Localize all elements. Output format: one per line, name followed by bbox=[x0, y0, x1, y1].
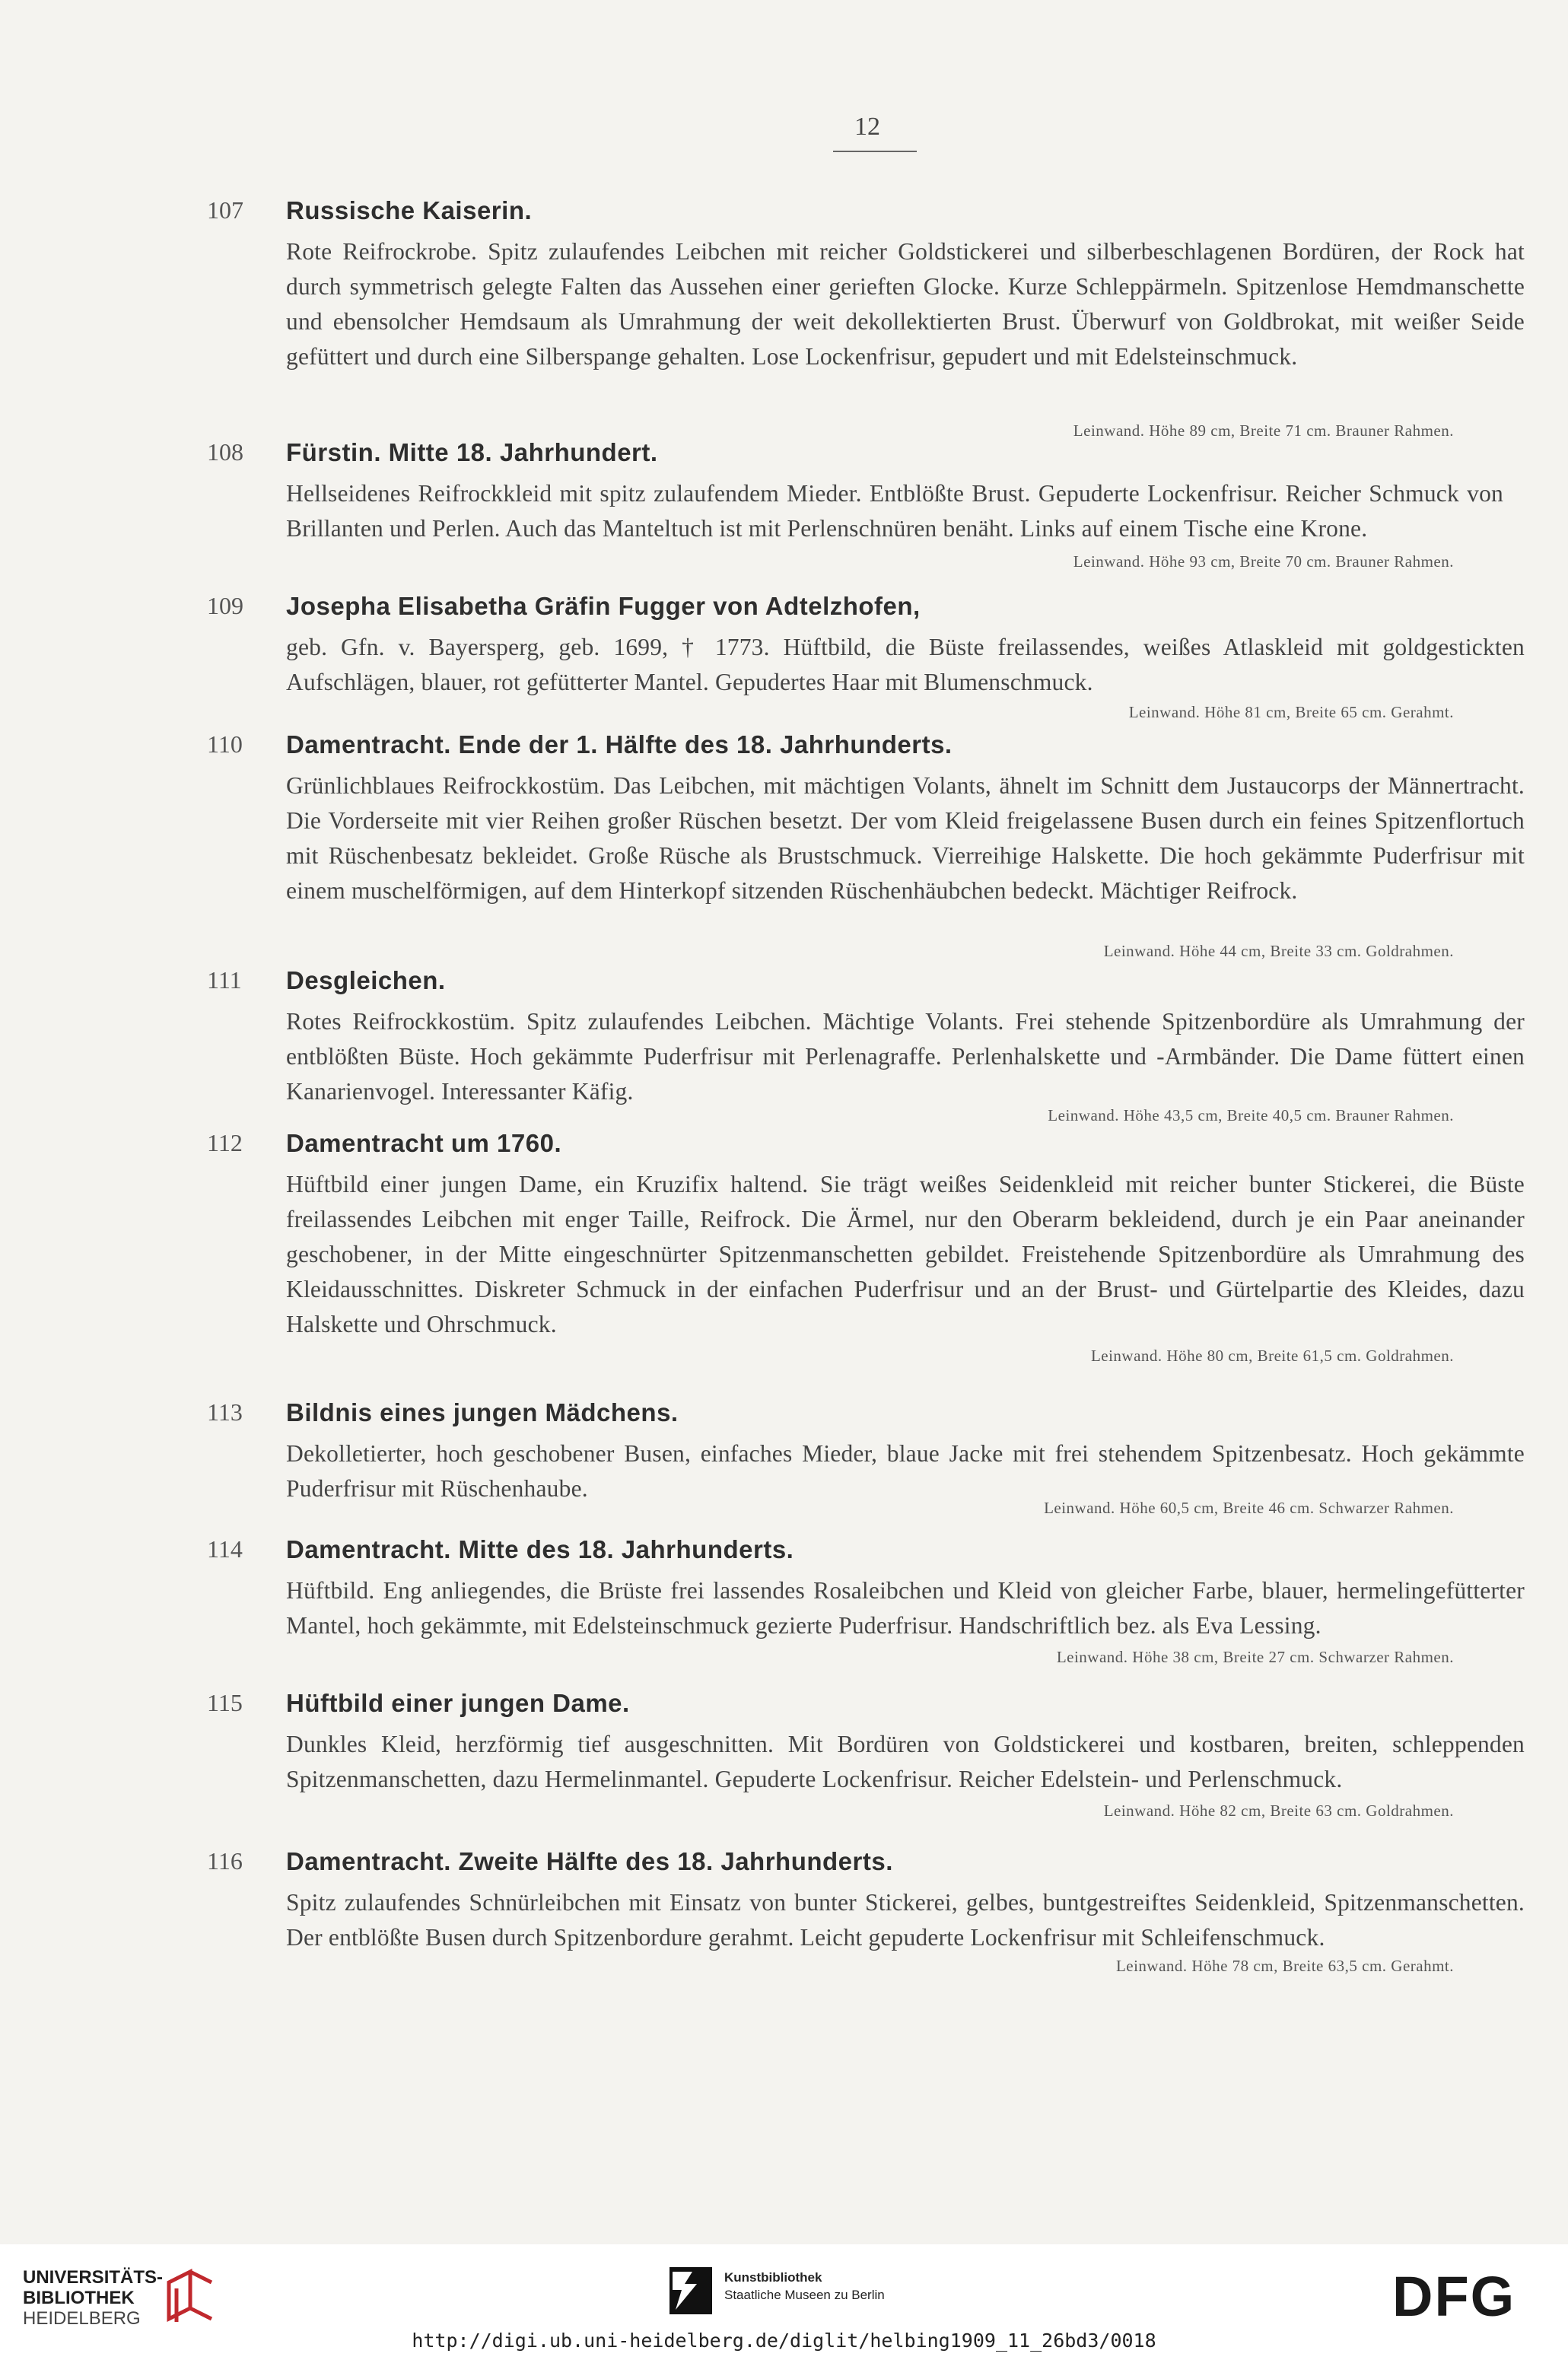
kb-institution: Staatliche Museen zu Berlin bbox=[724, 2288, 885, 2302]
entry-title: Josepha Elisabetha Gräfin Fugger von Adtelzhofen, bbox=[286, 592, 921, 620]
entry-number: 109 bbox=[207, 592, 243, 619]
entry-dimensions: Leinwand. Höhe 43,5 cm, Breite 40,5 cm. Brauner Rahmen. bbox=[1048, 1106, 1454, 1124]
entry-number: 111 bbox=[207, 966, 242, 994]
entry-dimensions: Leinwand. Höhe 80 cm, Breite 61,5 cm. Goldrahmen. bbox=[1090, 1347, 1454, 1365]
entry-dimensions: Leinwand. Höhe 38 cm, Breite 27 cm. Schwarzer Rahmen. bbox=[1056, 1648, 1454, 1666]
entry-description: Dekolletierter, hoch geschobener Busen, einfaches Mieder, blaue Jacke mit frei stehendem Spitzenbesatz. Hoch gekämmte Puderfrisur mit Rüschenhaube. bbox=[286, 1440, 1525, 1502]
dfg-logo-text: DFG bbox=[1392, 2267, 1516, 2323]
entry-dimensions: Leinwand. Höhe 82 cm, Breite 63 cm. Goldrahmen. bbox=[1103, 1802, 1454, 1820]
digitization-footer bbox=[0, 2244, 1568, 2363]
entry-title: Damentracht. Zweite Hälfte des 18. Jahrhunderts. bbox=[286, 1847, 893, 1875]
entry-dimensions: Leinwand. Höhe 93 cm, Breite 70 cm. Brauner Rahmen. bbox=[1073, 552, 1454, 571]
entry-title: Damentracht. Ende der 1. Hälfte des 18. Jahrhunderts. bbox=[286, 730, 953, 759]
page-number: 12 bbox=[854, 113, 880, 141]
entry-description: Rote Reifrockrobe. Spitz zulaufendes Leibchen mit reicher Goldstickerei und silberbeschlagenen Bordüren, der Rock hat durch symmetrisch gelegte Falten das Aussehen einer gerieften Glocke. Kurze Schleppärmeln. Spitzenlose Hemdmanschette und ebensolcher Hemdsaum als Umrahmung der weit dekollektierten Brust. Überwurf von Goldbrokat, mit weißer Seide gefüttert und durch eine Silberspange gehalten. Lose Lockenfrisur, gepudert und mit Edelsteinschmuck. bbox=[286, 238, 1525, 370]
entry-description: Hüftbild einer jungen Dame, ein Kruzifix haltend. Sie trägt weißes Seidenkleid mit reicher bunter Stickerei, die Büste freilassendes Leibchen mit enger Taille, Reifrock. Die Ärmel, nur den Oberarm bekleidend, durch je ein Paar aneinander geschobener, in der Mitte eingeschnürter Spitzenmanschetten gebildet. Freistehende Spitzenbordüre als Umrahmung des Kleidausschnittes. Diskreter Schmuck in der einfachen Puderfrisur und an der Brust- und Gürtelpartie des Kleides, dazu Halskette und Ohrschmuck. bbox=[286, 1171, 1525, 1337]
dfg-logo-icon[interactable] bbox=[1392, 2267, 1544, 2323]
entry-description: Hüftbild. Eng anliegendes, die Brüste frei lassendes Rosaleibchen und Kleid von gleicher Farbe, blauer, hermelingefütterter Mantel, hoch gekämmte, mit Edelsteinschmuck gezierte Puderfrisur. Handschriftlich bez. als Eva Lessing. bbox=[286, 1577, 1525, 1639]
entry-title: Desgleichen. bbox=[286, 966, 446, 994]
entry-number: 114 bbox=[207, 1535, 243, 1563]
entry-dimensions: Leinwand. Höhe 60,5 cm, Breite 46 cm. Schwarzer Rahmen. bbox=[1044, 1499, 1454, 1517]
entry-number: 110 bbox=[207, 730, 243, 758]
entry-title: Fürstin. Mitte 18. Jahrhundert. bbox=[286, 438, 658, 466]
entry-description: Grünlichblaues Reifrockkostüm. Das Leibchen, mit mächtigen Volants, ähnelt im Schnitt dem Justaucorps der Männertracht. Die Vorderseite mit vier Reihen großer Rüschen besetzt. Der vom Kleid freigelassene Busen durch ein feines Spitzenflortuch mit Rüschenbesatz bekleidet. Große Rüsche als Brustschmuck. Vierreihige Halskette. Die hoch gekämmte Puderfrisur mit einem muschelförmigen, auf dem Hinterkopf sitzenden Rüschenhäubchen bedeckt. Mächtiger Reifrock. bbox=[286, 772, 1525, 904]
entry-description: Dunkles Kleid, herzförmig tief ausgeschnitten. Mit Bordüren von Goldstickerei und kostbaren, breiten, schleppenden Spitzenmanschetten, dazu Hermelinmantel. Gepuderte Lockenfrisur. Reicher Edelstein- und Perlenschmuck. bbox=[286, 1731, 1525, 1792]
entry-number: 107 bbox=[207, 196, 243, 224]
entry-title: Damentracht. Mitte des 18. Jahrhunderts. bbox=[286, 1535, 794, 1563]
entry-number: 116 bbox=[207, 1847, 243, 1875]
ub-logo-line: BIBLIOTHEK bbox=[23, 2288, 135, 2308]
kunstbibliothek-text bbox=[724, 2269, 885, 2304]
entry-number: 108 bbox=[207, 438, 243, 466]
kunstbibliothek-mark-icon bbox=[670, 2267, 712, 2314]
kb-name: Kunstbibliothek bbox=[724, 2270, 822, 2285]
entry-dimensions: Leinwand. Höhe 78 cm, Breite 63,5 cm. Gerahmt. bbox=[1115, 1957, 1454, 1975]
entry-dimensions: Leinwand. Höhe 44 cm, Breite 33 cm. Goldrahmen. bbox=[1103, 942, 1454, 960]
entry-title: Bildnis eines jungen Mädchens. bbox=[286, 1398, 679, 1426]
ub-logo-line: HEIDELBERG bbox=[23, 2308, 141, 2329]
entry-number: 112 bbox=[207, 1129, 243, 1156]
entry-description: Rotes Reifrockkostüm. Spitz zulaufendes Leibchen. Mächtige Volants. Frei stehende Spitzenbordüre als Umrahmung der entblößten Büste. Hoch gekämmte Puderfrisur mit Perlenagraffe. Perlenhalskette und -Armbänder. Die Dame füttert einen Kanarienvogel. Interessanter Käfig. bbox=[286, 1008, 1525, 1105]
page-number-rule bbox=[833, 151, 917, 152]
entry-dimensions: Leinwand. Höhe 89 cm, Breite 71 cm. Brauner Rahmen. bbox=[1073, 421, 1454, 440]
permalink-url[interactable]: http://digi.ub.uni-heidelberg.de/diglit/helbing1909_11_26bd3/0018 bbox=[412, 2330, 1156, 2352]
ub-heidelberg-mark-icon bbox=[160, 2266, 221, 2326]
entry-title: Damentracht um 1760. bbox=[286, 1129, 562, 1157]
kunstbibliothek-logo[interactable] bbox=[670, 2267, 943, 2320]
ub-logo-line: UNIVERSITÄTS- bbox=[23, 2267, 164, 2288]
entry-description: Hellseidenes Reifrockkleid mit spitz zulaufendem Mieder. Entblößte Brust. Gepuderte Lockenfrisur. Reicher Schmuck von Brillanten und Perlen. Auch das Manteltuch ist mit Perlenschnüren benäht. Links auf einem Tische eine Krone. bbox=[286, 480, 1503, 542]
entry-description: Spitz zulaufendes Schnürleibchen mit Einsatz von bunter Stickerei, gelbes, buntgestreiftes Seidenkleid, Spitzenmanschetten. Der entblößte Busen durch Spitzenbordure gerahmt. Leicht gepuderte Lockenfrisur mit Schleifenschmuck. bbox=[286, 1889, 1525, 1951]
entry-dimensions: Leinwand. Höhe 81 cm, Breite 65 cm. Gerahmt. bbox=[1128, 703, 1454, 721]
entry-number: 115 bbox=[207, 1689, 243, 1716]
entry-description: geb. Gfn. v. Bayersperg, geb. 1699, † 1773. Hüftbild, die Büste freilassendes, weißes Atlaskleid mit goldgestickten Aufschlägen, blauer, rot gefütterter Mantel. Gepudertes Haar mit Blumenschmuck. bbox=[286, 634, 1525, 695]
entry-number: 113 bbox=[207, 1398, 243, 1426]
entry-title: Hüftbild einer jungen Dame. bbox=[286, 1689, 630, 1717]
entry-title: Russische Kaiserin. bbox=[286, 196, 533, 224]
